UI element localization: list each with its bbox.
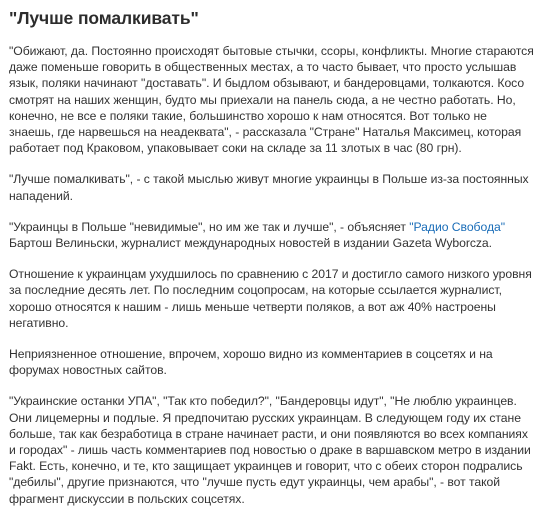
paragraph-invisible-text-after: Бартош Велиньски, журналист международных новостей в издании Gazeta Wyborcza.	[9, 236, 492, 251]
paragraph-hostility: Неприязненное отношение, впрочем, хорошо видно из комментариев в соцсетях и на форумах новостных сайтов.	[9, 347, 493, 378]
paragraph-invisible-text-before: "Украинцы в Польше "невидимые", но им же так и лучше", - объясняет	[9, 219, 410, 234]
radio-svoboda-link[interactable]: "Радио Свобода"	[409, 219, 506, 234]
paragraph-attitude-stats: Отношение к украинцам ухудшилось по сравнению с 2017 и достигло самого низкого уровня за последние десять лет. По последним соцопросам, на которые ссылается журналист, хорошо относятся к нашим - лишь меньше четверти поляков, а вот аж 40% настроены негативно.	[9, 267, 532, 330]
paragraph-quote-natalia: "Обижают, да. Постоянно происходят бытовые стычки, ссоры, конфликты. Многие стараются даже поменьше говорить в общественных местах, а то часто бывает, что просто услышав язык, поляки начинают "доставать". И быдлом обзывают, и бандеровцами, толкаются. Косо смотрят на наших женщин, будто мы приехали на панель сюда, а не честно работать. Но, конечно, не все е поляки такие, большинство хорошо к нам относятся. Вот только не знаешь, где нарвешься на неадеквата", - рассказала "Стране" Наталья Максимец, которая работает под Краковом, упаковывает соки на складе за 11 злотых в час (80 грн).	[9, 44, 534, 156]
paragraph-invisible	[9, 219, 534, 251]
section-heading: "Лучше помалкивать"	[9, 8, 199, 28]
paragraph-keep-quiet: "Лучше помалкивать", - с такой мыслью живут многие украинцы в Польше из-за постоянных нападений.	[9, 172, 529, 203]
paragraph-comments: "Украинские останки УПА", "Так кто победил?", "Бандеровцы идут", "Не люблю украинцев. Они лицемерны и подлые. Я предпочитаю русских украинцам. В следующем году их стане больше, так как безработица в стране начинает расти, и они появляются во всех компаниях и городах" - лишь часть комментариев под новостью о драке в варшавском метро в издании Fakt. Есть, конечно, и те, кто защищает украинцев и говорит, что с обеих сторон подрались "дебилы", другие признаются, что "лучше пусть едут украинцы, чем арабы", - вот такой фрагмент дискуссии в польских соцсетях.	[9, 394, 531, 506]
